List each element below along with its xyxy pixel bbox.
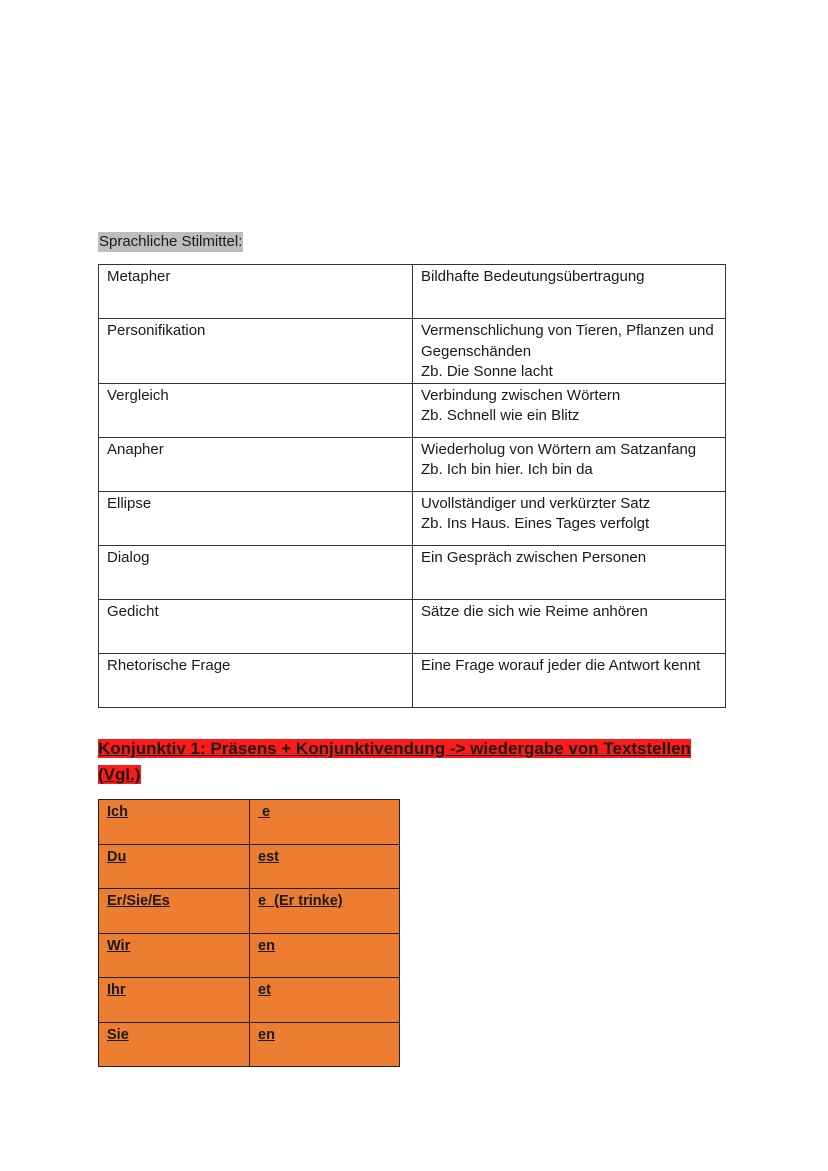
definition-cell: Verbindung zwischen Wörtern Zb. Schnell wie ein Blitz xyxy=(413,383,726,437)
term-cell: Vergleich xyxy=(99,383,413,437)
konjunktiv-heading xyxy=(98,736,708,788)
table-row xyxy=(99,1022,400,1067)
pronoun-cell: Ich xyxy=(99,800,250,845)
table-row xyxy=(99,319,726,384)
pronoun-cell: Er/Sie/Es xyxy=(99,889,250,934)
ending-cell: en xyxy=(250,933,400,978)
stilmittel-table xyxy=(98,264,726,708)
table-row xyxy=(99,599,726,653)
term-cell: Metapher xyxy=(99,265,413,319)
term-cell: Anapher xyxy=(99,437,413,491)
pronoun-cell: Wir xyxy=(99,933,250,978)
term-cell: Ellipse xyxy=(99,491,413,545)
term-cell: Rhetorische Frage xyxy=(99,653,413,707)
term-cell: Personifikation xyxy=(99,319,413,384)
table-row xyxy=(99,889,400,934)
konjunktiv-heading-text: Konjunktiv 1: Präsens + Konjunktivendung -> wiedergabe von Textstellen (Vgl.) xyxy=(98,739,691,784)
table-row xyxy=(99,844,400,889)
ending-cell: en xyxy=(250,1022,400,1067)
table-row xyxy=(99,437,726,491)
term-cell: Gedicht xyxy=(99,599,413,653)
table-row xyxy=(99,800,400,845)
table-row xyxy=(99,265,726,319)
ending-cell: e (Er trinke) xyxy=(250,889,400,934)
term-cell: Dialog xyxy=(99,545,413,599)
pronoun-cell: Du xyxy=(99,844,250,889)
ending-cell: est xyxy=(250,844,400,889)
stilmittel-heading: Sprachliche Stilmittel: xyxy=(99,233,243,250)
definition-cell: Eine Frage worauf jeder die Antwort kennt xyxy=(413,653,726,707)
pronoun-cell: Sie xyxy=(99,1022,250,1067)
definition-cell: Uvollständiger und verkürzter Satz Zb. Ins Haus. Eines Tages verfolgt xyxy=(413,491,726,545)
definition-cell: Vermenschlichung von Tieren, Pflanzen und Gegenschänden Zb. Die Sonne lacht xyxy=(413,319,726,384)
pronoun-cell: Ihr xyxy=(99,978,250,1023)
table-row xyxy=(99,545,726,599)
definition-cell: Wiederholug von Wörtern am Satzanfang Zb. Ich bin hier. Ich bin da xyxy=(413,437,726,491)
table-row xyxy=(99,653,726,707)
definition-cell: Bildhafte Bedeutungsübertragung xyxy=(413,265,726,319)
table-row xyxy=(99,933,400,978)
definition-cell: Sätze die sich wie Reime anhören xyxy=(413,599,726,653)
definition-cell: Ein Gespräch zwischen Personen xyxy=(413,545,726,599)
table-row xyxy=(99,491,726,545)
ending-cell: e xyxy=(250,800,400,845)
table-row xyxy=(99,383,726,437)
ending-cell: et xyxy=(250,978,400,1023)
konjunktiv-table xyxy=(98,799,400,1067)
table-row xyxy=(99,978,400,1023)
